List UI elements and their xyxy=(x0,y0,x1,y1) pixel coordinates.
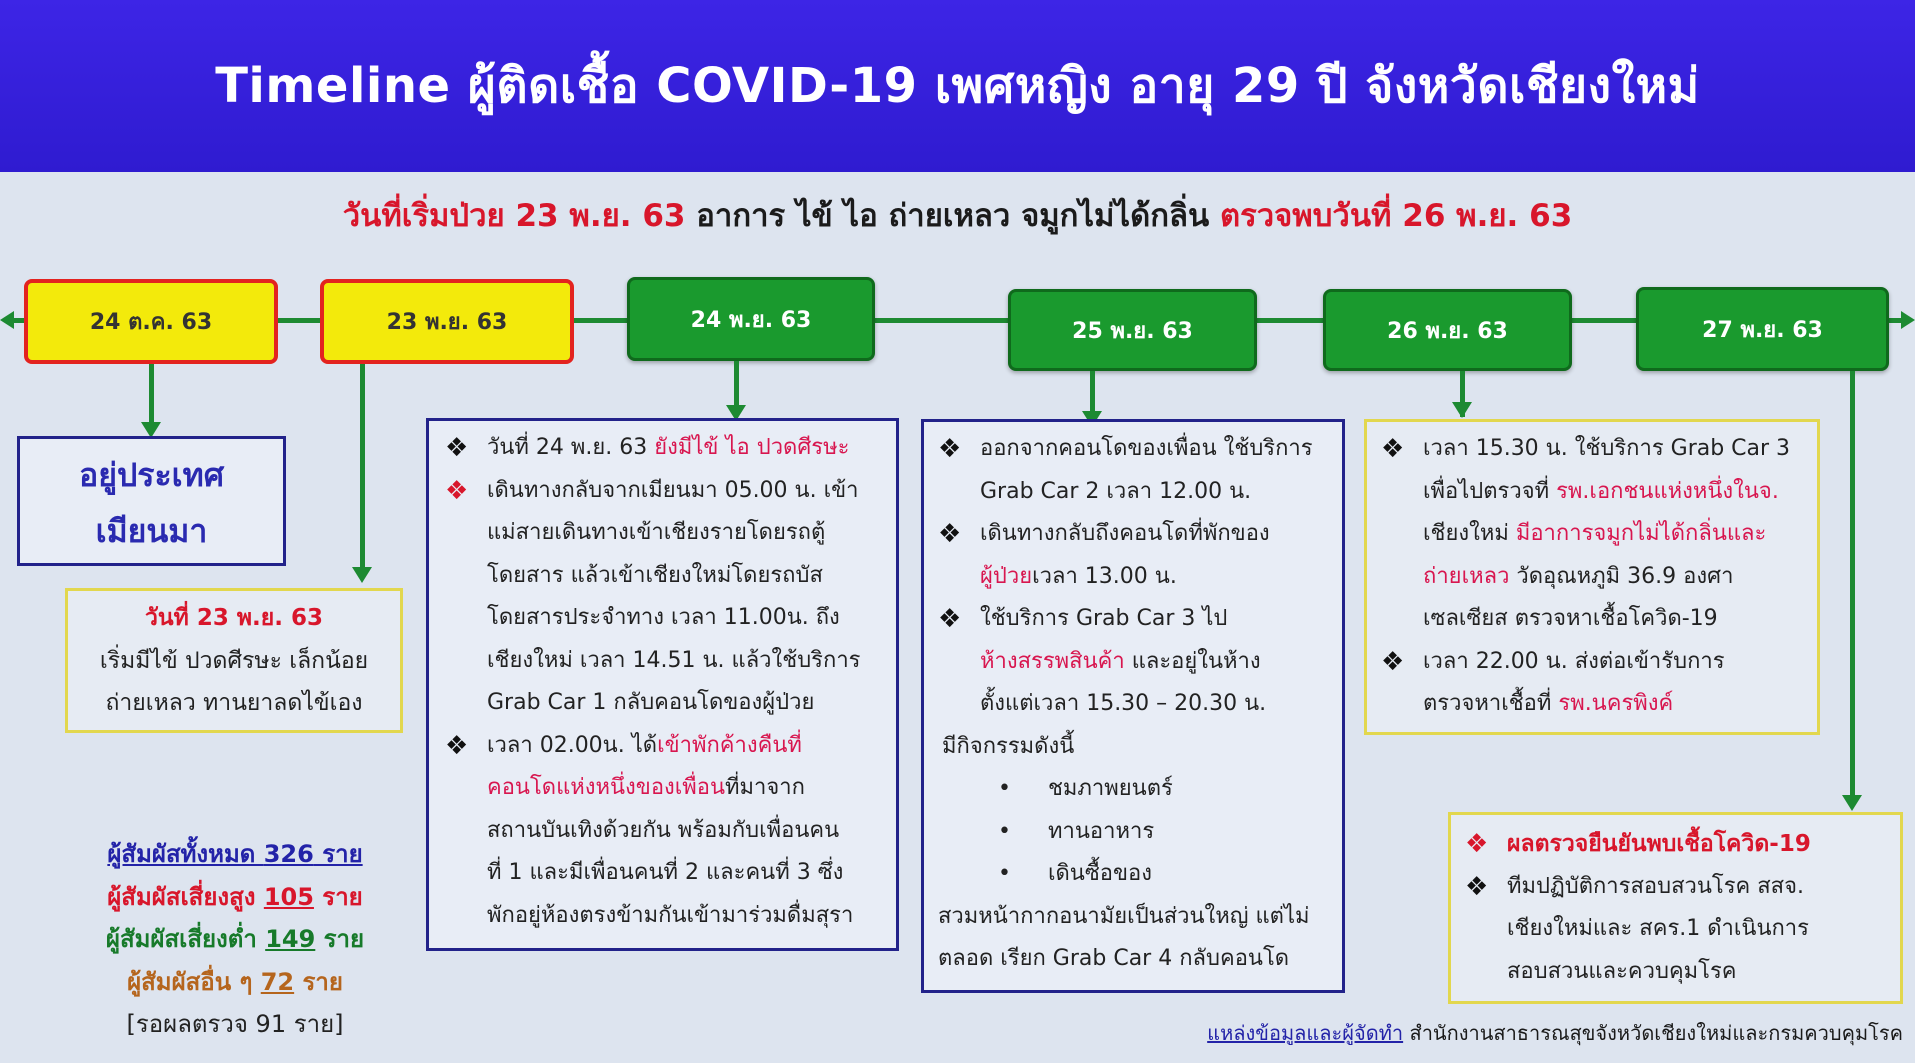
nov23-heading: วันที่ 23 พ.ย. 63 xyxy=(145,605,323,631)
date-box-nov26 xyxy=(1323,289,1572,371)
diamond-bullet-icon: ❖ xyxy=(938,604,962,634)
nov25-closing: สวมหน้ากากอนามัยเป็นส่วนใหญ่ แต่ไม่ xyxy=(938,903,1310,929)
diamond-bullet-icon: ❖ xyxy=(1381,434,1405,464)
stat-unit: ราย xyxy=(313,882,363,911)
stat-value: 326 xyxy=(263,840,314,868)
nov24-b3-line: สถานบันเทิงด้วยกัน พร้อมกับเพื่อนคน xyxy=(487,817,840,843)
activity-label: ชมภาพยนตร์ xyxy=(1048,776,1173,801)
date-box-nov27 xyxy=(1636,287,1889,371)
stat-low-risk xyxy=(0,918,470,961)
stat-other xyxy=(0,961,470,1004)
bullet-dot-icon: • xyxy=(998,861,1011,886)
nov26-b1-line: เซลเซียส ตรวจหาเชื้อโควิด-19 xyxy=(1423,606,1718,631)
nov24-b3-line: ที่ 1 และมีเพื่อนคนที่ 2 และคนที่ 3 ซึ่ง xyxy=(487,860,844,885)
stat-label: ผู้สัมผัสทั้งหมด xyxy=(107,840,264,868)
activity-item xyxy=(938,853,1332,896)
nov24-box xyxy=(426,418,899,951)
diamond-bullet-icon: ❖ xyxy=(938,434,962,464)
arrow-down-icon xyxy=(352,567,372,583)
nov25-closing: ตลอด เรียก Grab Car 4 กลับคอนโด xyxy=(938,946,1290,971)
nov25-bullet-3 xyxy=(938,598,1332,641)
nov26-b2-line: ตรวจหาเชื้อที่ xyxy=(1423,691,1559,716)
diamond-bullet-icon: ❖ xyxy=(1465,871,1489,902)
nov25-b1-line: ออกจากคอนโดของเพื่อน ใช้บริการ xyxy=(980,436,1313,461)
date-label: 27 พ.ย. 63 xyxy=(1702,317,1823,343)
nov24-b2-line: เดินทางกลับจากเมียนมา 05.00 น. เข้า xyxy=(487,477,859,503)
stat-total xyxy=(0,833,470,876)
nov25-b3-line: ตั้งแต่เวลา 15.30 – 20.30 น. xyxy=(980,691,1267,716)
nov25-b3-line: ใช้บริการ Grab Car 3 ไป xyxy=(980,606,1228,631)
nov24-b2-line: แม่สายเดินทางเข้าเชียงรายโดยรถตู้ xyxy=(487,520,826,545)
nov23-line2: ถ่ายเหลว ทานยาลดไข้เอง xyxy=(105,690,363,716)
nov25-b3-highlight: ห้างสรรพสินค้า xyxy=(980,648,1125,674)
nov26-b1-line: เชียงใหม่ xyxy=(1423,521,1516,546)
source-label: แหล่งข้อมูลและผู้จัดทำ xyxy=(1207,1021,1404,1045)
nov23-box xyxy=(65,588,403,733)
nov25-bullet-1 xyxy=(938,428,1332,471)
activity-label: ทานอาหาร xyxy=(1048,818,1155,844)
nov25-bullet-2 xyxy=(938,513,1332,556)
subtitle xyxy=(0,190,1915,240)
subtitle-detected: ตรวจพบวันที่ 26 พ.ย. 63 xyxy=(1219,198,1573,234)
nov25-b3-line: และอยู่ในห้าง xyxy=(1124,648,1261,674)
nov24-b3-highlight: คอนโดแห่งหนึ่งของเพื่อน xyxy=(487,775,726,800)
diamond-bullet-icon: ❖ xyxy=(445,433,469,463)
nov24-bullet-3 xyxy=(445,725,884,768)
nov24-bullet-2 xyxy=(445,470,884,513)
nov24-bullet-1 xyxy=(445,427,884,470)
result-heading: ผลตรวจยืนยันพบเชื้อโควิด-19 xyxy=(1507,831,1811,857)
nov25-activities-label: มีกิจกรรมดังนี้ xyxy=(942,733,1075,759)
nov24-b3-highlight: เข้าพักค้างคืนที่ xyxy=(657,732,802,758)
nov25-box xyxy=(921,419,1345,993)
stat-value: 72 xyxy=(260,967,295,996)
date-box-oct24 xyxy=(24,279,278,364)
stat-unit: ราย xyxy=(315,925,365,953)
stat-unit: ราย xyxy=(313,840,363,868)
diamond-bullet-icon: ❖ xyxy=(938,519,962,549)
date-box-nov24 xyxy=(627,277,875,361)
nov26-bullet-2 xyxy=(1381,641,1809,684)
result-line: สอบสวนและควบคุมโรค xyxy=(1507,958,1737,984)
timeline-right-arrow xyxy=(1901,311,1915,329)
nov26-b1-highlight: ถ่ายเหลว xyxy=(1423,563,1510,589)
diamond-bullet-icon: ❖ xyxy=(1465,829,1489,859)
stat-high-risk xyxy=(0,876,470,919)
stat-unit: ราย xyxy=(294,967,343,996)
stat-value: 105 xyxy=(263,882,314,911)
page-title: Timeline ผู้ติดเชื้อ COVID-19 เพศหญิง อายุ 29 ปี จังหวัดเชียงใหม่ xyxy=(215,58,1700,114)
myanmar-line2: เมียนมา xyxy=(95,512,208,550)
subtitle-onset: วันที่เริ่มป่วย 23 พ.ย. 63 xyxy=(342,198,686,234)
header-bar xyxy=(0,0,1915,172)
nov24-b2-line: โดยสารประจำทาง เวลา 11.00น. ถึง xyxy=(487,605,840,630)
bullet-dot-icon: • xyxy=(998,818,1011,844)
nov26-b1-highlight: มีอาการจมูกไม่ได้กลิ่นและ xyxy=(1515,521,1767,546)
stat-label: ผู้สัมผัสเสี่ยงสูง xyxy=(107,882,264,911)
diamond-bullet-icon: ❖ xyxy=(445,475,469,506)
nov24-b3-line: พักอยู่ห้องตรงข้ามกันเข้ามาร่วมดื่มสุรา xyxy=(487,902,854,928)
nov25-b2-line: เวลา 13.00 น. xyxy=(1032,563,1177,589)
date-box-nov23 xyxy=(320,279,574,364)
nov24-b2-line: เชียงใหม่ เวลา 14.51 น. แล้วใช้บริการ xyxy=(487,647,861,673)
date-label: 24 พ.ย. 63 xyxy=(690,307,812,333)
subtitle-symptoms: อาการ ไข้ ไอ ถ่ายเหลว จมูกไม่ได้กลิ่น xyxy=(685,198,1220,234)
nov26-b1-line: เพื่อไปตรวจที่ xyxy=(1423,478,1557,504)
nov24-b3-text: เวลา 02.00น. ได้ xyxy=(487,732,658,758)
contact-stats xyxy=(0,833,470,1046)
stat-pending: [รอผลตรวจ 91 ราย] xyxy=(126,1010,344,1038)
stat-label: ผู้สัมผัสอื่น ๆ xyxy=(127,967,261,996)
nov24-b2-line: Grab Car 1 กลับคอนโดของผู้ป่วย xyxy=(487,690,815,715)
stat-label: ผู้สัมผัสเสี่ยงต่ำ xyxy=(105,925,266,953)
connector-nov23 xyxy=(360,364,365,570)
timeline-line xyxy=(10,318,1905,323)
date-label: 26 พ.ย. 63 xyxy=(1387,318,1508,344)
date-label: 23 พ.ย. 63 xyxy=(386,310,508,335)
timeline-left-arrow xyxy=(0,311,14,329)
arrow-down-icon xyxy=(1842,795,1862,811)
nov25-b2-line: เดินทางกลับถึงคอนโดที่พักของ xyxy=(980,521,1270,546)
activity-label: เดินซื้อของ xyxy=(1048,861,1152,886)
nov25-b1-line: Grab Car 2 เวลา 12.00 น. xyxy=(980,478,1252,504)
result-line: เชียงใหม่และ สคร.1 ดำเนินการ xyxy=(1507,916,1809,941)
myanmar-line1: อยู่ประเทศ xyxy=(79,456,224,494)
nov24-b3-text: ที่มาจาก xyxy=(725,775,805,800)
result-box xyxy=(1448,812,1903,1004)
nov26-b1-line: เวลา 15.30 น. ใช้บริการ Grab Car 3 xyxy=(1423,436,1791,461)
result-line: ทีมปฏิบัติการสอบสวนโรค สสจ. xyxy=(1507,873,1804,899)
date-label: 24 ต.ค. 63 xyxy=(89,310,213,335)
result-bullet xyxy=(1465,866,1892,909)
nov25-b2-highlight: ผู้ป่วย xyxy=(980,563,1033,589)
nov26-b1-line: วัดอุณหภูมิ 36.9 องศา xyxy=(1509,563,1734,589)
date-box-nov25 xyxy=(1008,289,1257,371)
connector-nov27 xyxy=(1850,371,1855,801)
myanmar-box xyxy=(17,436,286,566)
nov23-line1: เริ่มมีไข้ ปวดศีรษะ เล็กน้อย xyxy=(99,647,369,674)
diamond-bullet-icon: ❖ xyxy=(445,730,469,761)
nov24-b2-line: โดยสาร แล้วเข้าเชียงใหม่โดยรถบัส xyxy=(487,562,823,588)
nov24-b1-symptoms: ยังมีไข้ ไอ ปวดศีรษะ xyxy=(654,435,850,460)
arrow-down-icon xyxy=(1452,402,1472,418)
connector-oct24 xyxy=(149,364,154,426)
nov26-b2-line: เวลา 22.00 น. ส่งต่อเข้ารับการ xyxy=(1423,648,1725,674)
nov26-bullet-1 xyxy=(1381,428,1809,471)
nov26-b2-highlight: รพ.นครพิงค์ xyxy=(1558,691,1674,716)
source-credit xyxy=(1207,1017,1903,1049)
result-heading-row xyxy=(1465,823,1892,866)
diamond-bullet-icon: ❖ xyxy=(1381,646,1405,677)
nov24-b1-text: วันที่ 24 พ.ย. 63 xyxy=(487,435,655,460)
date-label: 25 พ.ย. 63 xyxy=(1072,318,1193,344)
stat-value: 149 xyxy=(265,925,316,953)
source-text: สำนักงานสาธารณสุขจังหวัดเชียงใหม่และกรมควบคุมโรค xyxy=(1403,1021,1903,1045)
activity-item xyxy=(938,768,1332,811)
activity-item xyxy=(938,811,1332,854)
nov26-b1-highlight: รพ.เอกชนแห่งหนึ่งในจ. xyxy=(1556,478,1779,504)
bullet-dot-icon: • xyxy=(998,776,1011,801)
nov26-box xyxy=(1364,419,1820,735)
connector-nov24 xyxy=(734,361,739,411)
